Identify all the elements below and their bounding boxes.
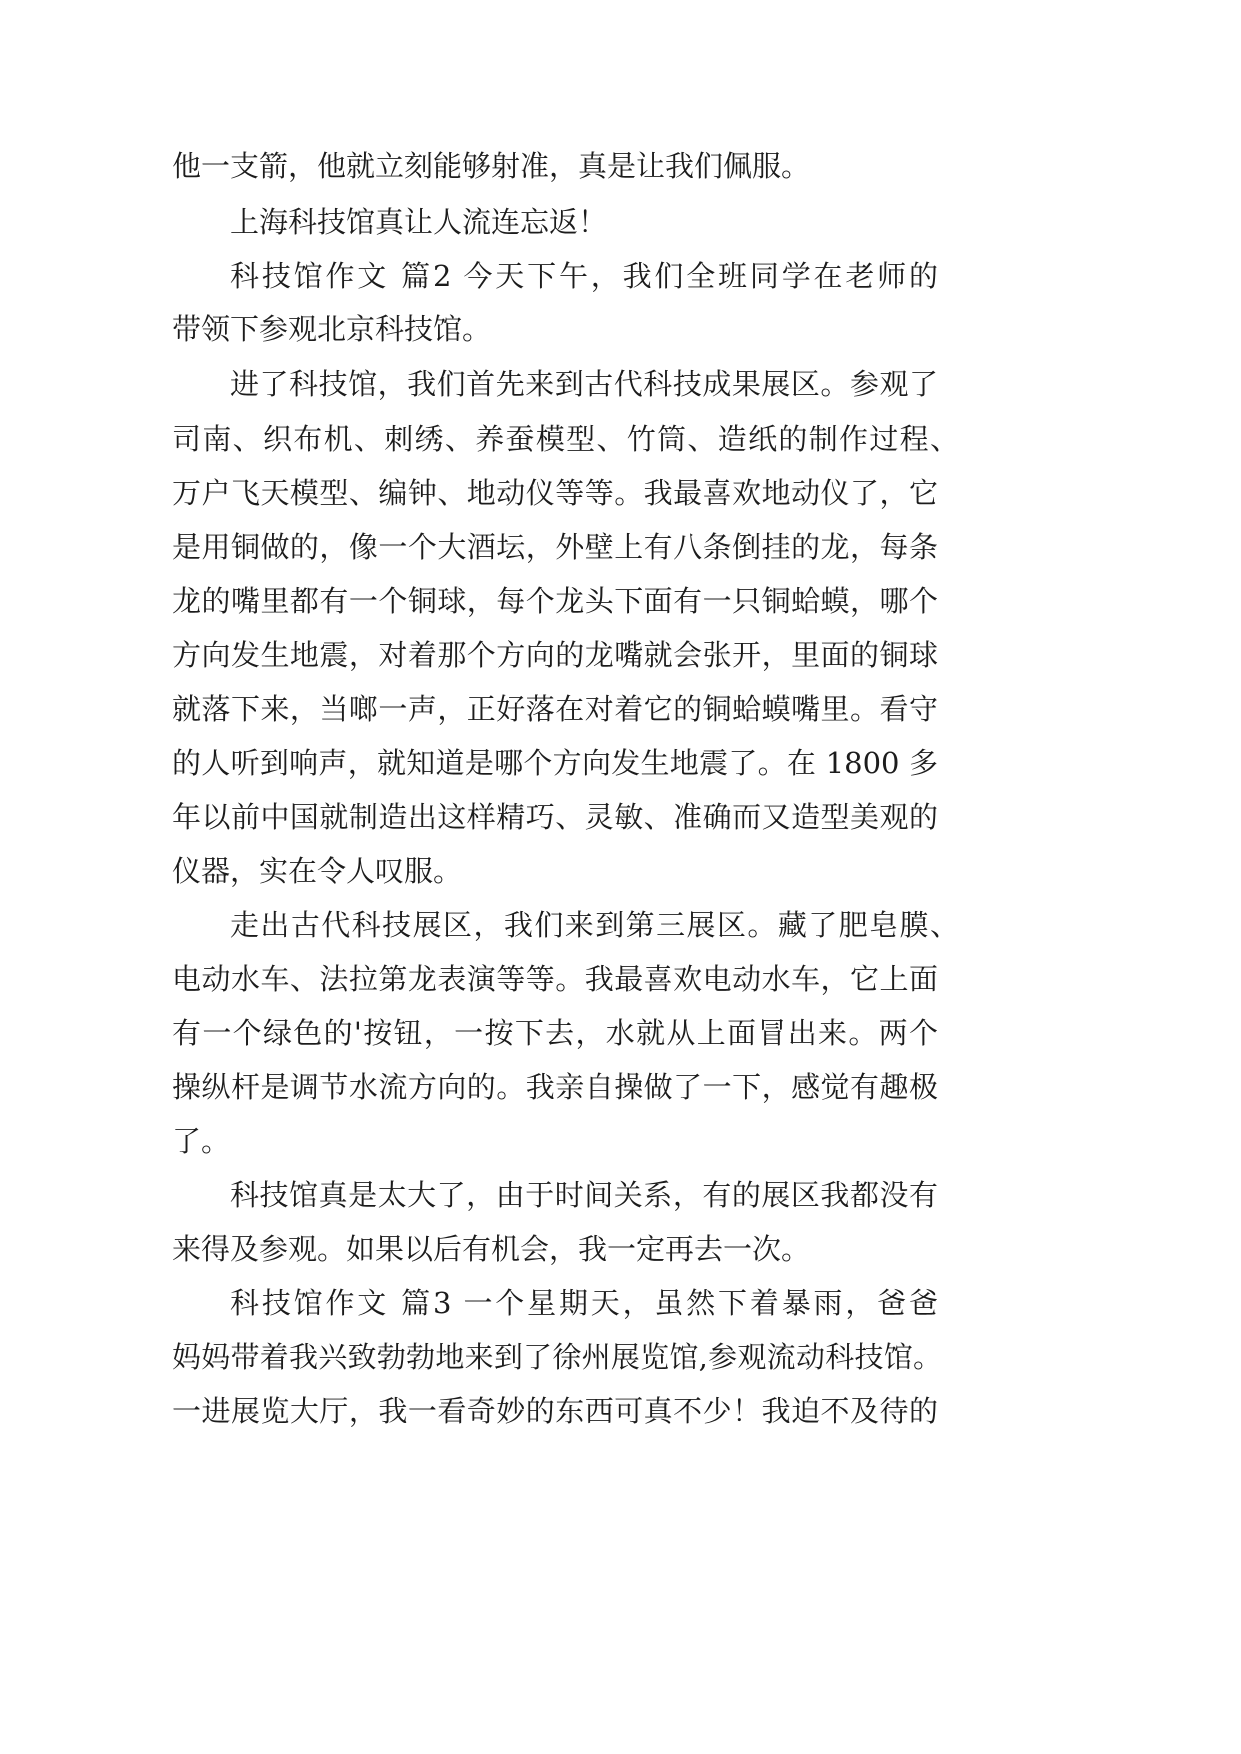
- text-line: 进了科技馆，我们首先来到古代科技成果展区。参观了: [230, 367, 938, 401]
- text-line: 了。: [172, 1124, 231, 1158]
- text-line: 科技馆真是太大了，由于时间关系，有的展区我都没有: [230, 1178, 938, 1212]
- text-line: 他一支箭，他就立刻能够射准，真是让我们佩服。: [172, 149, 811, 183]
- text-line: 就落下来，当啷一声，正好落在对着它的铜蛤蟆嘴里。看守: [172, 692, 938, 726]
- text-line: 龙的嘴里都有一个铜球，每个龙头下面有一只铜蛤蟆，哪个: [172, 584, 938, 618]
- text-line: 万户飞天模型、编钟、地动仪等等。我最喜欢地动仪了，它: [172, 476, 938, 510]
- text-line: 司南、织布机、刺绣、养蚕模型、竹筒、造纸的制作过程、: [172, 422, 959, 456]
- text-line: 电动水车、法拉第龙表演等等。我最喜欢电动水车，它上面: [172, 962, 938, 996]
- section-heading-line: 科技馆作文 篇3 一个星期天，虽然下着暴雨，爸爸: [230, 1286, 938, 1320]
- text-line: 方向发生地震，对着那个方向的龙嘴就会张开，里面的铜球: [172, 638, 938, 672]
- text-line: 操纵杆是调节水流方向的。我亲自操做了一下，感觉有趣极: [172, 1070, 938, 1104]
- text-line: 来得及参观。如果以后有机会，我一定再去一次。: [172, 1232, 811, 1266]
- text-line: 年以前中国就制造出这样精巧、灵敏、准确而又造型美观的: [172, 800, 938, 834]
- text-line: 的人听到响声，就知道是哪个方向发生地震了。在 1800 多: [172, 746, 938, 780]
- text-line: 仪器，实在令人叹服。: [172, 854, 463, 888]
- text-line: 妈妈带着我兴致勃勃地来到了徐州展览馆,参观流动科技馆。: [172, 1340, 942, 1374]
- text-line: 上海科技馆真让人流连忘返！: [230, 205, 608, 239]
- text-line: 一进展览大厅，我一看奇妙的东西可真不少！我迫不及待的: [172, 1394, 938, 1428]
- text-line: 走出古代科技展区，我们来到第三展区。藏了肥皂膜、: [230, 908, 959, 942]
- text-line: 有一个绿色的'按钮，一按下去，水就从上面冒出来。两个: [172, 1016, 938, 1050]
- text-line: 带领下参观北京科技馆。: [172, 312, 492, 346]
- text-line: 是用铜做的，像一个大酒坛，外壁上有八条倒挂的龙，每条: [172, 530, 938, 564]
- section-heading-line: 科技馆作文 篇2 今天下午，我们全班同学在老师的: [230, 259, 938, 293]
